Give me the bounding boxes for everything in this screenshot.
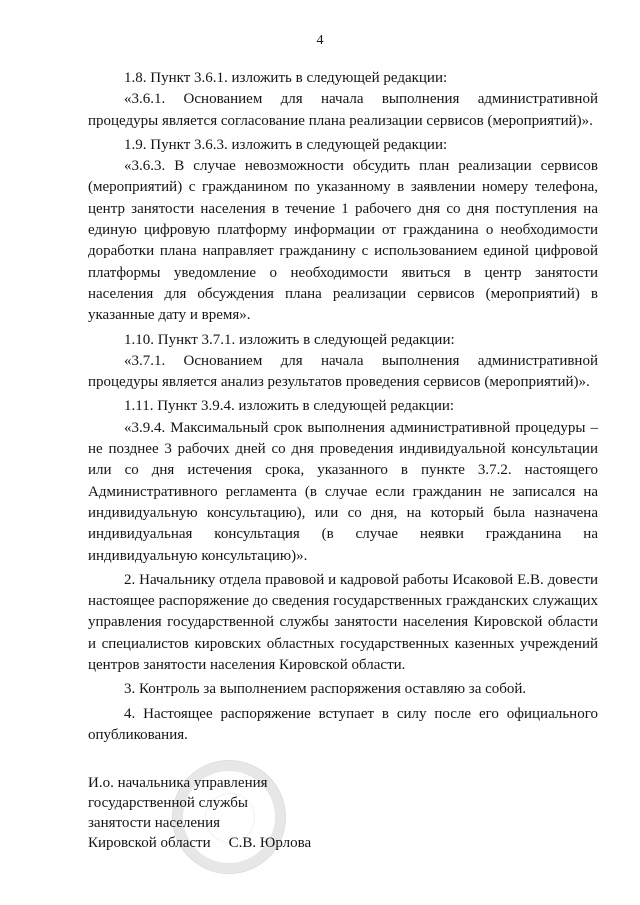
page-number: 4 xyxy=(316,33,324,48)
paragraph-quote-3-9-4: «3.9.4. Максимальный срок выполнения административной процедуры – не позднее 3 рабочих дней со дня проведения индивидуальной консультации или со дня истечения срока, указанного в пункте 3.7.2. настоящего Административного регламента (в случае если гражданин не записался на индивидуальную консультацию), или со дня, на который была назначена индивидуальная консультация (в случае неявки гражданина на индивидуальную консультацию)». xyxy=(88,419,598,564)
paragraph-quote-3-6-1: «3.6.1. Основанием для начала выполнения административной процедуры является согласование плана реализации сервисов (мероприятий)». xyxy=(88,91,598,129)
paragraph-amend-1-11: 1.11. Пункт 3.9.4. изложить в следующей редакции: xyxy=(124,398,455,415)
paragraph-item-4: 4. Настоящее распоряжение вступает в силу после его официального опубликования. xyxy=(88,705,598,743)
signatory-region: Кировской области xyxy=(88,835,211,851)
paragraph-quote-3-6-3: «3.6.3. В случае невозможности обсудить план реализации сервисов (мероприятий) с гражданином по указанному в заявлении номеру телефона, центр занятости населения в течение 1 рабочего дня со дня поступления на единую цифровую платформу информации от гражданина о необходимости доработки плана направляет гражданину с использованием единой цифровой платформы уведомление о необходимости явиться в центр занятости населения для обсуждения плана реализации сервисов (мероприятий) в указанные дату и время». xyxy=(88,158,598,324)
paragraph-item-3: 3. Контроль за выполнением распоряжения оставляю за собой. xyxy=(124,681,527,698)
paragraph-amend-1-10: 1.10. Пункт 3.7.1. изложить в следующей редакции: xyxy=(124,331,455,348)
paragraph-amend-1-9: 1.9. Пункт 3.6.3. изложить в следующей редакции: xyxy=(124,136,448,153)
signatory-title-line-1: И.о. начальника управления xyxy=(88,775,268,791)
document-body xyxy=(88,68,598,746)
signatory-title-line-3: занятости населения xyxy=(88,815,221,831)
signatory-title-line-2: государственной службы xyxy=(88,795,248,811)
paragraph-item-2: 2. Начальнику отдела правовой и кадровой работы Исаковой Е.В. довести настоящее распоряжение до сведения государственных гражданских служащих управления государственной службы занятости населения Кировской области и специалистов кировских областных государственных казенных учреждений центров занятости населения Кировской области. xyxy=(88,571,598,674)
signatory-name: С.В. Юрлова xyxy=(228,835,312,851)
paragraph-quote-3-7-1: «3.7.1. Основанием для начала выполнения административной процедуры является анализ результатов проведения сервисов (мероприятий)». xyxy=(88,352,598,391)
signature-block xyxy=(88,773,388,853)
paragraph-amend-1-8: 1.8. Пункт 3.6.1. изложить в следующей редакции: xyxy=(124,70,448,86)
signatory-title-line-4 xyxy=(88,833,388,853)
